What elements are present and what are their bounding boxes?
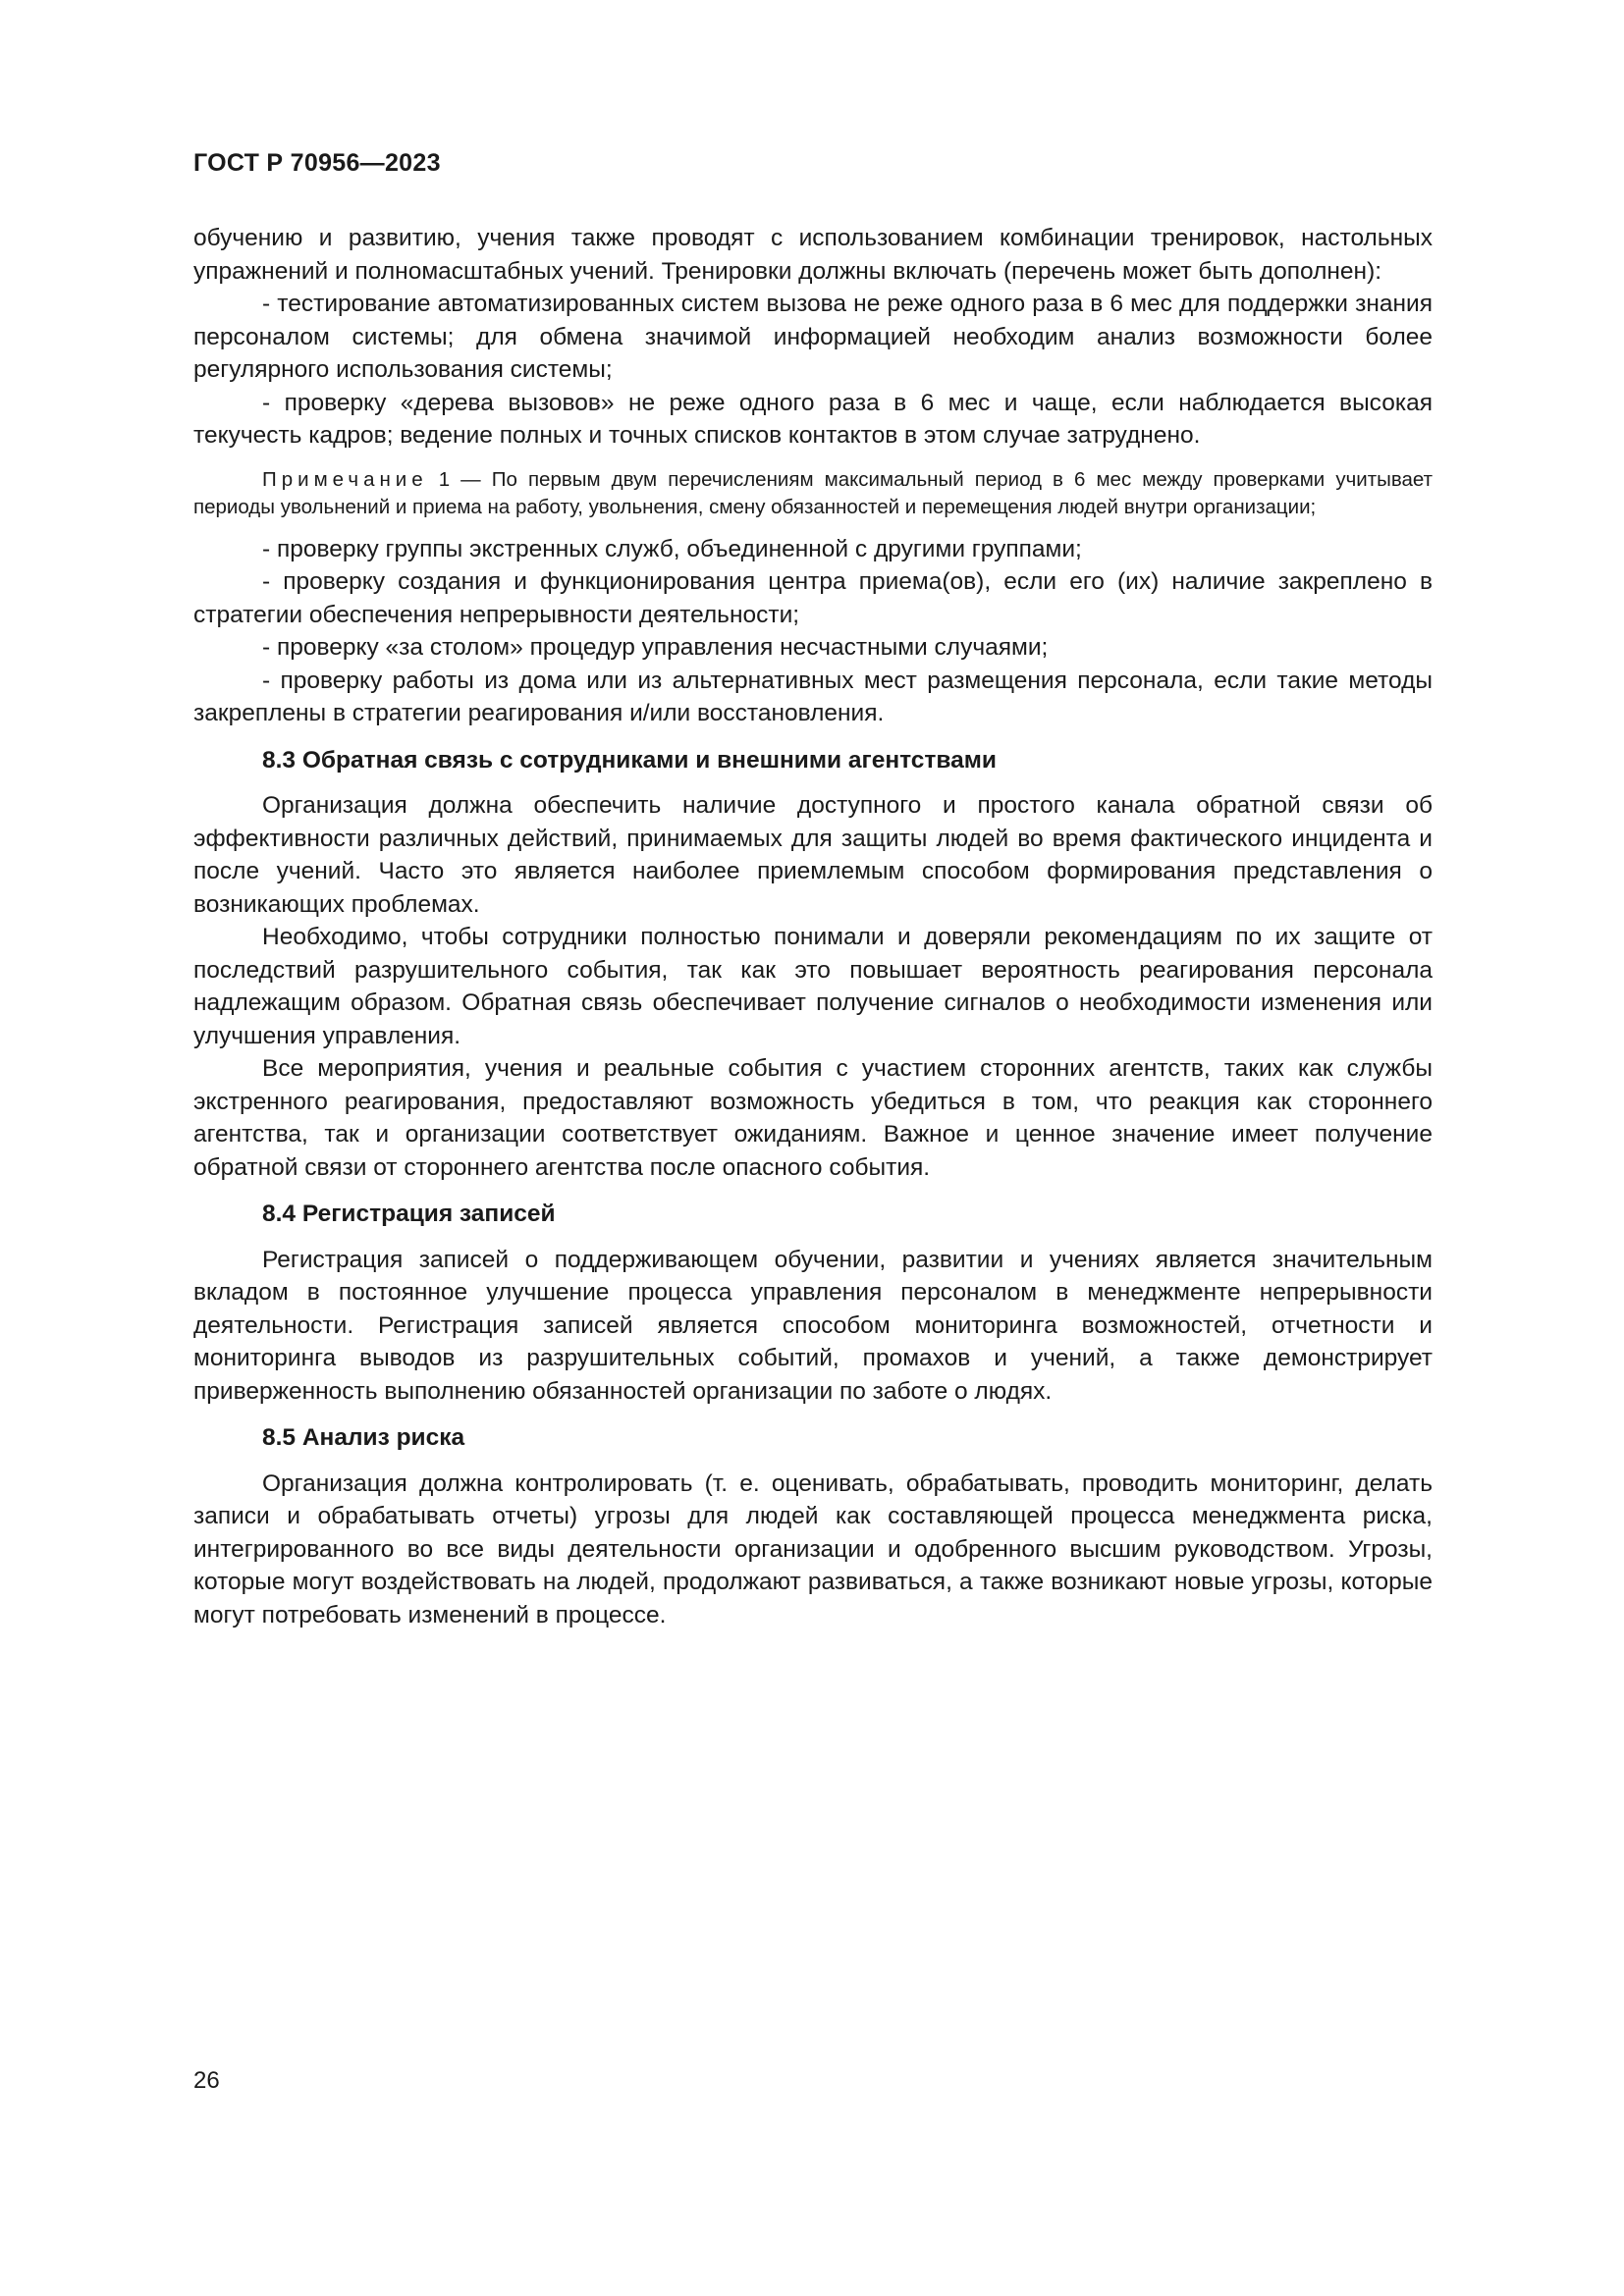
- paragraph: обучению и развитию, учения также проводят с использованием комбинации тренировок, настольных упражнений и полномасштабных учений. Тренировки должны включать (перечень может быть дополнен):: [193, 225, 1433, 285]
- list-item: - проверку создания и функционирования центра приема(ов), если его (их) наличие закреплено в стратегии обеспечения непрерывности деятельности;: [193, 568, 1433, 628]
- paragraph: Организация должна обеспечить наличие доступного и простого канала обратной связи об эффективности различных действий, принимаемых для защиты людей во время фактического инцидента и после учений. Часто это является наиболее приемлемым способом формирования представления о возникающих проблемах.: [193, 792, 1433, 918]
- list-item: - проверку «дерева вызовов» не реже одного раза в 6 мес и чаще, если наблюдается высокая текучесть кадров; ведение полных и точных списков контактов в этом случае затруднено.: [193, 389, 1433, 449]
- paragraph: Регистрация записей о поддерживающем обучении, развитии и учениях является значительным вкладом в постоянное улучшение процесса управления персоналом в менеджменте непрерывности деятельности. Регистрация записей является способом мониторинга возможностей, отчетности и мониторинга выводов из разрушительных событий, промахов и учений, а также демонстрирует приверженность выполнению обязанностей организации по заботе о людях.: [193, 1246, 1433, 1405]
- section-heading-8-5: 8.5 Анализ риска: [262, 1424, 465, 1451]
- paragraph: Необходимо, чтобы сотрудники полностью понимали и доверяли рекомендациям по их защите от последствий разрушительного события, так как это повышает вероятность реагирования персонала надлежащим образом. Обратная связь обеспечивает получение сигналов о необходимости изменения или улучшения управления.: [193, 924, 1433, 1049]
- list-item: - проверку работы из дома или из альтернативных мест размещения персонала, если такие методы закреплены в стратегии реагирования и/или восстановления.: [193, 667, 1433, 726]
- document-code-header: ГОСТ Р 70956—2023: [193, 149, 441, 177]
- paragraph: Все мероприятия, учения и реальные события с участием сторонних агентств, таких как службы экстренного реагирования, предоставляют возможность убедиться в том, что реакция как стороннего агентства, так и организации соответствует ожиданиям. Важное и ценное значение имеет получение обратной связи от стороннего агентства после опасного события.: [193, 1055, 1433, 1181]
- section-heading-8-4: 8.4 Регистрация записей: [262, 1201, 556, 1227]
- note-label: Примечание: [262, 467, 428, 491]
- document-body: [193, 222, 1433, 1631]
- note-text: 1 — По первым двум перечислениям максимальный период в 6 мес между проверками учитывает периоды увольнений и приема на работу, увольнения, смену обязанностей и перемещения людей внутри организации;: [193, 467, 1433, 518]
- list-item: - проверку «за столом» процедур управления несчастными случаями;: [262, 634, 1049, 661]
- note: [193, 466, 1433, 521]
- list-item: - проверку группы экстренных служб, объединенной с другими группами;: [262, 535, 1082, 562]
- list-item: - тестирование автоматизированных систем вызова не реже одного раза в 6 мес для поддержки знания персоналом системы; для обмена значимой информацией необходим анализ возможности более регулярного использования системы;: [193, 291, 1433, 383]
- page-number: 26: [193, 2067, 220, 2094]
- section-heading-8-3: 8.3 Обратная связь с сотрудниками и внешними агентствами: [262, 746, 997, 774]
- paragraph: Организация должна контролировать (т. е. оценивать, обрабатывать, проводить мониторинг, делать записи и обрабатывать отчеты) угрозы для людей как составляющей процесса менеджмента риска, интегрированного во все виды деятельности организации и одобренного высшим руководством. Угрозы, которые могут воздействовать на людей, продолжают развиваться, а также возникают новые угрозы, которые могут потребовать изменений в процессе.: [193, 1469, 1433, 1629]
